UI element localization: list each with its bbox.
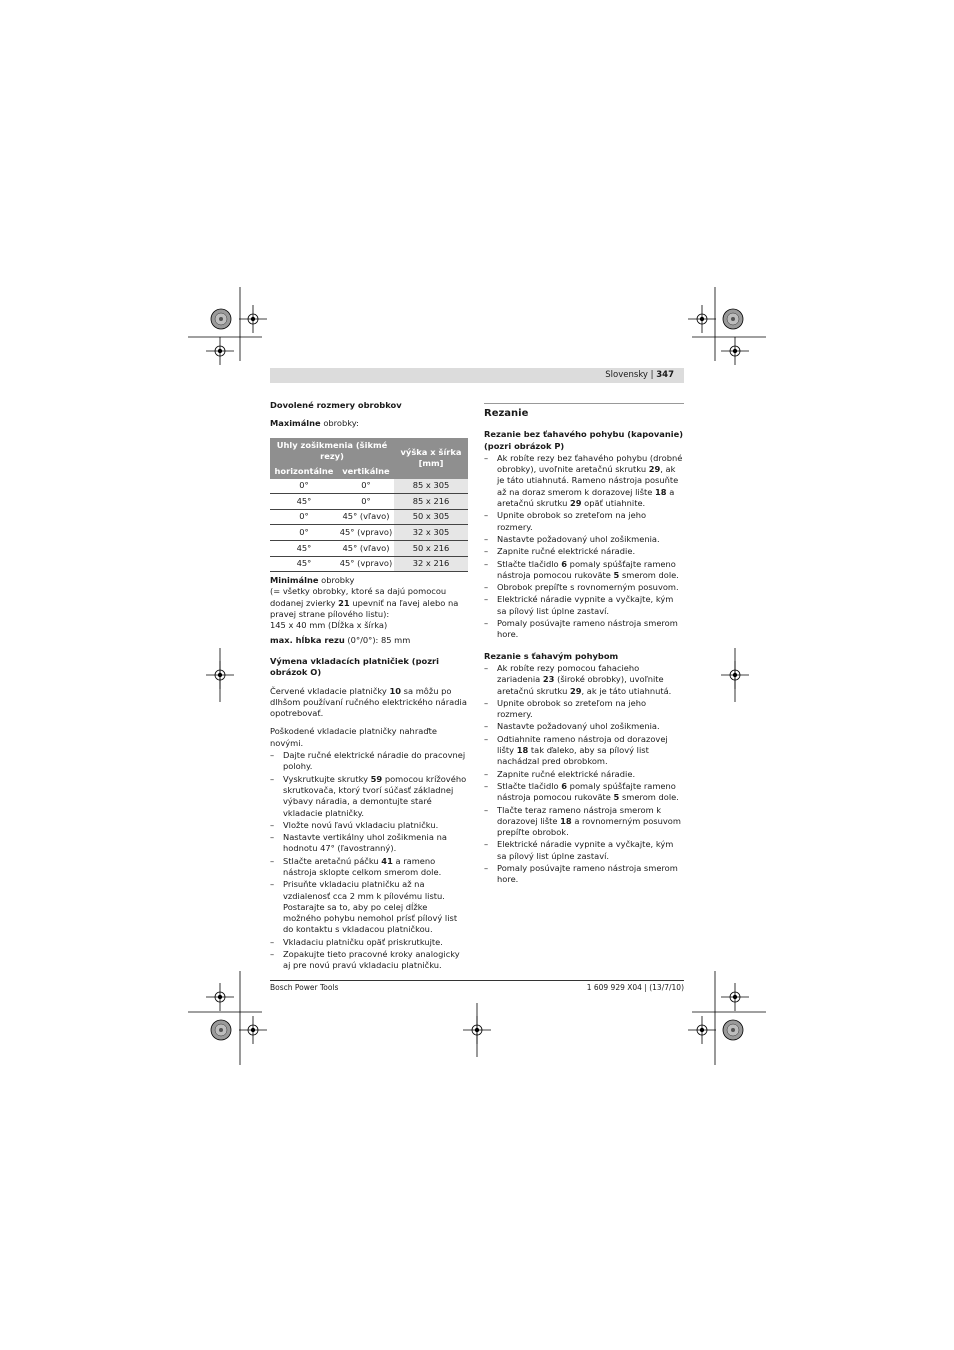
list-item [484, 734, 684, 768]
item-text: Upnite obrobok so zreteľom na jeho rozmery. [497, 697, 647, 720]
cell-h: 45° [270, 556, 338, 572]
dimensions-table [270, 438, 468, 573]
insert-steps [270, 750, 468, 972]
list-item [270, 820, 468, 831]
col-angles-header: Uhly zošikmenia (šikmé rezy) [270, 438, 394, 464]
cell-h: 45° [270, 494, 338, 510]
step-text: Zopakujte tieto pracovné kroky analogicky aj pre novú pravú vkladaciu platničku. [283, 949, 460, 971]
item-text: (široké obrobky), uvoľnite aretačnú skrutku [497, 674, 664, 696]
p1-b: sa môžu po dlhšom používaní ručného elektrického náradia opotrebovať. [270, 685, 467, 719]
item-text: a rovnomerným posuvom prepíľte obrobok. [497, 815, 681, 838]
list-item [270, 879, 468, 935]
list-item [484, 863, 684, 886]
list-item [484, 781, 684, 804]
item-text: smerom dole. [619, 792, 679, 803]
p1-a: Červené vkladacie platničky [270, 685, 390, 696]
page-header [605, 370, 674, 380]
sub-heading-2: Rezanie s ťahavým pohybom [484, 650, 619, 661]
table-row [270, 494, 468, 510]
cell-h: 0° [270, 525, 338, 541]
item-num: 5 [613, 569, 620, 580]
list-item [484, 698, 684, 721]
list-item [484, 546, 684, 557]
cell-v: 45° (vľavo) [338, 540, 394, 556]
item-num: 29 [569, 498, 582, 509]
insert-para-2: Poškodené vkladacie platničky nahraďte novými. [270, 726, 437, 748]
depth-label: max. hĺbka rezu [270, 634, 345, 645]
footer-brand: Bosch Power Tools [270, 983, 339, 992]
item-text: Stlačte tlačidlo [497, 780, 562, 791]
table-row [270, 540, 468, 556]
page-header-bar [270, 368, 684, 383]
min-desc-b: upevniť na ľavej alebo na pravej strane pílového listu): [270, 597, 459, 620]
item-text: Zapnite ručné elektrické náradie. [497, 546, 636, 557]
step-text: pomocou krížového skrutkovača, ktorý tvorí súčasť základnej výbavy náradia, a demontujte staré vkladacie platničky. [283, 773, 467, 818]
cell-v: 45° (vpravo) [338, 556, 394, 572]
cut-list-2 [484, 663, 684, 886]
cell-size: 50 x 216 [394, 540, 468, 556]
cell-h: 0° [270, 509, 338, 525]
cell-v: 45° (vpravo) [338, 525, 394, 541]
step-num: 41 [381, 855, 393, 866]
min-desc [270, 586, 468, 620]
sub-vertical-header: vertikálne [338, 464, 394, 479]
list-item [484, 582, 684, 593]
item-text: Pomaly posúvajte rameno nástroja smerom hore. [497, 618, 678, 640]
cell-h: 0° [270, 479, 338, 494]
list-item [270, 832, 468, 855]
item-text: smerom dole. [619, 569, 679, 580]
section-title: Rezanie [484, 408, 529, 419]
list-item [484, 594, 684, 617]
step-text: Dajte ručné elektrické náradie do pracovnej polohy. [283, 750, 466, 772]
footer-doc-id: 1 609 929 X04 | (13/7/10) [586, 983, 684, 992]
item-text: Upnite obrobok so zreteľom na jeho rozmery. [497, 510, 647, 532]
cell-size: 32 x 216 [394, 556, 468, 572]
item-text: Elektrické náradie vypnite a vyčkajte, kým sa pílový list úplne zastaví. [497, 839, 674, 861]
table-row [270, 525, 468, 541]
table-row [270, 556, 468, 572]
list-item [484, 663, 684, 697]
item-num: 23 [542, 674, 555, 685]
list-item [270, 856, 468, 879]
item-text: Nastavte požadovaný uhol zošikmenia. [497, 721, 660, 732]
item-text: Nastavte požadovaný uhol zošikmenia. [497, 533, 660, 544]
max-label: Maximálne [270, 418, 321, 429]
list-item [484, 510, 684, 533]
item-num: 5 [613, 792, 620, 803]
list-item [484, 559, 684, 582]
item-num: 6 [561, 780, 568, 791]
sub-horizontal-header: horizontálne [270, 464, 338, 479]
p1-num: 10 [389, 685, 402, 696]
item-num: 29 [569, 685, 582, 696]
right-column [484, 403, 684, 886]
step-text: Vyskrutkujte skrutky [283, 773, 371, 784]
cell-v: 0° [338, 494, 394, 510]
min-desc-num: 21 [338, 597, 350, 608]
list-item [484, 453, 684, 509]
item-text: a aretačnú skrutku [497, 486, 675, 509]
min-line [270, 575, 468, 586]
item-text: Ak robíte rezy bez ťahavého pohybu (drobné obrobky), uvoľnite aretačnú skrutku [497, 452, 683, 475]
item-text: pomaly spúšťajte rameno nástroja pomocou rukoväte [497, 558, 676, 580]
list-item [270, 949, 468, 972]
item-text: , ak je táto utiahnutá. [581, 685, 672, 696]
step-text: Vložte novú ľavú vkladaciu platničku. [283, 819, 439, 830]
depth-text: (0°/0°): 85 mm [344, 634, 411, 645]
cell-h: 45° [270, 540, 338, 556]
cell-size: 85 x 216 [394, 494, 468, 510]
min-desc-a: (= všetky obrobky, ktoré sa dajú pomocou dodanej zvierky [270, 586, 447, 608]
item-text: Elektrické náradie vypnite a vyčkajte, kým sa pílový list úplne zastaví. [497, 594, 674, 616]
insert-para-1 [270, 686, 468, 720]
list-item [484, 805, 684, 839]
cell-size: 85 x 305 [394, 479, 468, 494]
item-text: , ak je táto utiahnutá. Rameno nástroja posuňte až na doraz smerom k dorazovej lište [497, 464, 679, 497]
list-item [270, 937, 468, 948]
max-text: obrobky: [320, 418, 359, 429]
min-label: Minimálne [270, 575, 319, 586]
cell-size: 32 x 305 [394, 525, 468, 541]
item-text: opäť utiahnite. [581, 498, 646, 509]
min-text: obrobky [318, 575, 355, 586]
item-text: Ak robíte rezy pomocou ťahacieho zariadenia [497, 662, 640, 685]
step-num: 59 [370, 773, 383, 784]
list-item [484, 769, 684, 780]
page-number: 347 [656, 370, 674, 380]
item-num: 6 [561, 558, 568, 569]
depth-line [270, 635, 468, 646]
footer-rule [270, 980, 684, 981]
cell-size: 50 x 305 [394, 509, 468, 525]
sub-heading-1: Rezanie bez ťahavého pohybu (kapovanie) (pozri obrázok P) [484, 429, 684, 451]
item-num: 18 [655, 486, 667, 497]
step-text: Stlačte aretačnú páčku [283, 855, 382, 866]
dims-heading: Dovolené rozmery obrobkov [270, 400, 402, 410]
cut-list-1 [484, 453, 684, 641]
item-text: Stlačte tlačidlo [497, 558, 562, 569]
item-text: tak ďaleko, aby sa pílový list nachádzal pred obrobkom. [497, 745, 649, 767]
item-text: Obrobok prepíľte s rovnomerným posuvom. [497, 582, 679, 593]
left-column [270, 400, 468, 972]
list-item [484, 721, 684, 732]
min-size: 145 x 40 mm (Dĺžka x šírka) [270, 620, 388, 631]
step-text: Prisuňte vkladaciu platničku až na vzdialenosť cca 2 mm k pílovému listu. Postarajte sa to, aby po celej dĺžke možného pohybu nemohol prísť pílový list do kontaktu s vkladacou platničkou. [283, 879, 458, 935]
list-item [484, 618, 684, 641]
step-text: Nastavte vertikálny uhol zošikmenia na hodnotu 47° (ľavostranný). [283, 832, 447, 854]
item-text: Odtiahnite rameno nástroja od dorazovej lišty [497, 733, 668, 756]
col-size-header: výška x šírka [mm] [394, 438, 468, 479]
header-separator: | [650, 370, 654, 380]
list-item [270, 750, 468, 773]
language-label: Slovensky [605, 370, 648, 380]
max-line [270, 418, 468, 429]
step-text: a rameno nástroja sklopte celkom smerom dole. [283, 855, 442, 877]
cell-v: 0° [338, 479, 394, 494]
list-item [484, 839, 684, 862]
list-item [270, 774, 468, 819]
item-text: Zapnite ručné elektrické náradie. [497, 768, 636, 779]
item-text: Pomaly posúvajte rameno nástroja smerom hore. [497, 862, 678, 885]
step-text: Vkladaciu platničku opäť priskrutkujte. [283, 936, 443, 947]
item-num: 29 [648, 464, 661, 475]
item-num: 18 [560, 815, 572, 826]
insert-heading: Výmena vkladacích platničiek (pozri obrázok O) [270, 655, 439, 678]
section-rule [484, 403, 684, 404]
item-text: Tlačte teraz rameno nástroja smerom k dorazovej lište [497, 804, 662, 826]
table-row [270, 479, 468, 494]
table-row [270, 509, 468, 525]
cell-v: 45° (vľavo) [338, 509, 394, 525]
item-text: pomaly spúšťajte rameno nástroja pomocou rukoväte [497, 780, 676, 803]
list-item [484, 534, 684, 545]
item-num: 18 [516, 745, 529, 756]
